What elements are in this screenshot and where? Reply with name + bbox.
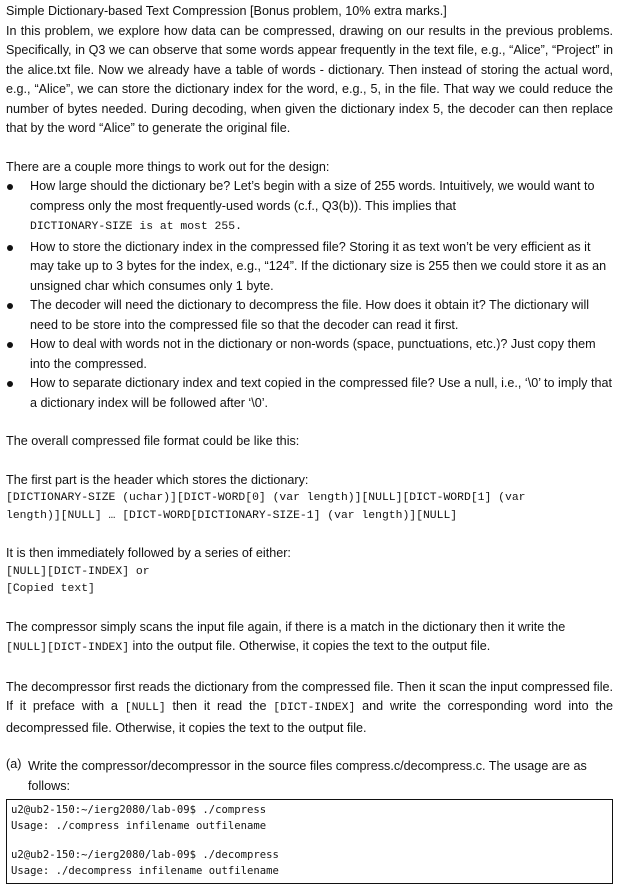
terminal-line: u2@ub2-150:~/ierg2080/lab-09$ ./decompress	[11, 849, 279, 861]
question-text: Write the compressor/decompressor in the source files compress.c/decompress.c. The usage are as follows:	[28, 759, 587, 793]
bullet-text: How to deal with words not in the dictionary or non-words (space, punctuations, etc.)? Just copy them into the compressed.	[30, 337, 596, 371]
series-lead: It is then immediately followed by a series of either:	[6, 546, 291, 560]
series-format-code: [NULL][DICT-INDEX] or	[6, 565, 150, 578]
bullet-dot-icon	[7, 381, 13, 387]
design-bullet-list	[6, 177, 613, 413]
bullet-item	[6, 335, 613, 374]
terminal-line: Usage: ./compress infilename outfilename	[11, 819, 267, 832]
header-format-code: [DICTIONARY-SIZE (uchar)][DICT-WORD[0] (var length)][NULL][DICT-WORD[1] (var	[6, 492, 526, 504]
spacer	[6, 452, 613, 471]
series-format-code: [Copied text]	[6, 583, 95, 595]
header-lead: The first part is the header which stores the dictionary:	[6, 472, 309, 487]
bullet-item	[6, 296, 613, 335]
bullet-text: How to store the dictionary index in the compressed file? Storing it as text won’t be very efficient as it may take up to 3 bytes for the index, e.g., “124”. If the dictionary size is 255 then we could store it as an unsigned char which consumes only 1 byte.	[30, 239, 607, 293]
bullet-dot-icon	[7, 245, 13, 251]
bullet-dot-icon	[7, 342, 13, 348]
bullet-dot-icon	[7, 303, 13, 309]
terminal-blank-line	[11, 834, 608, 848]
terminal-output-box	[6, 799, 613, 884]
bullet-item	[6, 374, 613, 413]
inline-code: [DICT-INDEX]	[273, 702, 356, 714]
bullet-item	[6, 177, 613, 238]
bullet-text: How to separate dictionary index and text copied in the compressed file? Use a null, i.e., ‘\0’ to imply that a dictionary index will be followed after ‘\0’.	[30, 376, 612, 410]
spacer	[6, 413, 613, 432]
spacer	[6, 599, 613, 618]
bullet-item	[6, 238, 613, 297]
header-format-code: length)][NULL] … [DICT-WORD[DICTIONARY-SIZE-1] (var length)][NULL]	[6, 509, 458, 522]
bullet-text: How large should the dictionary be? Let’s begin with a size of 255 words. Intuitively, we would want to compress only the most frequently-used words (c.f., Q3(b)). This implies that	[30, 179, 595, 213]
question-label: (a)	[6, 757, 22, 771]
spacer	[6, 738, 613, 757]
spacer	[6, 139, 613, 158]
decompressor-paragraph: The decompressor first reads the dictionary from the compressed file. Then it scan the input compressed file. If it preface with a [NULL] then it read the [DICT-INDEX] and write the corresponding word into the decompressed file. Otherwise, it copies the text to the output file.	[6, 679, 613, 735]
terminal-line: u2@ub2-150:~/ierg2080/lab-09$ ./compress	[11, 804, 267, 816]
inline-code: [NULL][DICT-INDEX]	[6, 642, 130, 654]
problem-title: Simple Dictionary-based Text Compression [Bonus problem, 10% extra marks.]	[6, 4, 447, 18]
bullet-text: The decoder will need the dictionary to decompress the file. How does it obtain it? The dictionary will need to be store into the compressed file so that the decoder can read it first.	[30, 298, 590, 332]
bullet-dot-icon	[7, 184, 13, 190]
bullet-code: DICTIONARY-SIZE is at most 255.	[30, 221, 242, 233]
question-a	[6, 757, 613, 796]
compressor-paragraph: The compressor simply scans the input file again, if there is a match in the dictionary then it write the [NULL][DICT-INDEX] into the output file. Otherwise, it copies the text to the output file.	[6, 619, 566, 654]
design-lead: There are a couple more things to work out for the design:	[6, 159, 330, 174]
format-lead: The overall compressed file format could be like this:	[6, 434, 300, 448]
inline-code: [NULL]	[124, 702, 166, 714]
terminal-line: Usage: ./decompress infilename outfilename	[11, 864, 279, 877]
spacer	[6, 525, 613, 544]
intro-paragraph: In this problem, we explore how data can be compressed, drawing on our results in the previous problems. Specifically, in Q3 we can observe that some words appear frequently in the text file, e.g., “Alice”, “Project” in the alice.txt file. Now we already have a table of words - dictionary. Then instead of storing the actual word, e.g., “Alice”, we can store the dictionary index for the word, e.g., 5, in the file. That way we could reduce the number of bytes needed. During decoding, when given the dictionary index 5, the decoder can then replace that by the word “Alice” to generate the original file.	[6, 23, 613, 135]
spacer	[6, 659, 613, 678]
